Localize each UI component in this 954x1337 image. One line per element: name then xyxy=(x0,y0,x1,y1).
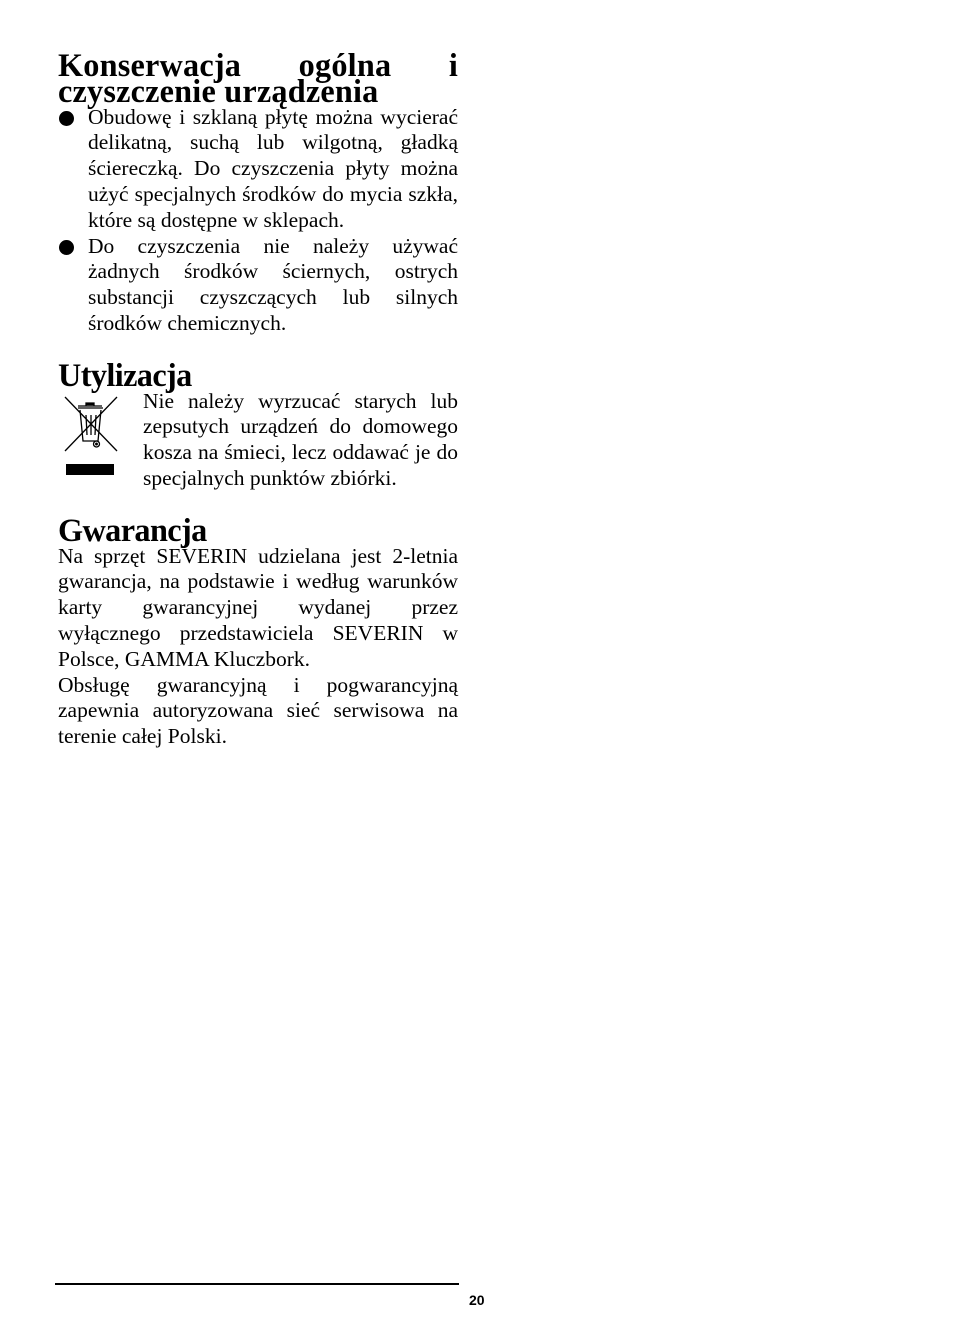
list-item xyxy=(58,105,458,234)
warranty-paragraph: Obsługę gwarancyjną i pogwarancyjną zapewnia autoryzowana sieć serwisowa na terenie całej Polski. xyxy=(58,672,458,749)
disposal-block xyxy=(58,389,458,492)
bullet-icon xyxy=(59,240,74,255)
section-heading-maintenance: Konserwacja ogólna i czyszczenie urządzenia xyxy=(58,47,458,109)
section-heading-disposal: Utylizacja xyxy=(58,356,192,393)
section-heading-warranty: Gwarancja xyxy=(58,511,207,548)
list-item-text: Obudowę i szklaną płytę można wycierać delikatną, suchą lub wilgotną, gładką ściereczką. Do czyszczenia płyty można użyć specjalnych środków do mycia szkła, które są dostępne w sklepach. xyxy=(88,104,458,232)
crossed-out-wheelie-bin-icon xyxy=(62,393,120,477)
bullet-icon xyxy=(59,111,74,126)
footer-divider xyxy=(55,1283,459,1285)
list-item-text: Do czyszczenia nie należy używać żadnych środków ściernych, ostrych substancji czyszczących lub silnych środków chemicznych. xyxy=(88,233,458,335)
list-item xyxy=(58,234,458,337)
warranty-paragraph: Na sprzęt SEVERIN udzielana jest 2-letnia gwarancja, na podstawie i według warunków karty gwarancyjnej wydanej przez wyłącznego przedstawiciela SEVERIN w Polsce, GAMMA Kluczbork. xyxy=(58,543,458,671)
page-content xyxy=(58,47,458,750)
disposal-text: Nie należy wyrzucać starych lub zepsutych urządzeń do domowego kosza na śmieci, lecz oddawać je do specjalnych punktów zbiórki. xyxy=(143,388,458,490)
maintenance-bullet-list xyxy=(58,105,458,337)
page-number: 20 xyxy=(469,1292,485,1308)
